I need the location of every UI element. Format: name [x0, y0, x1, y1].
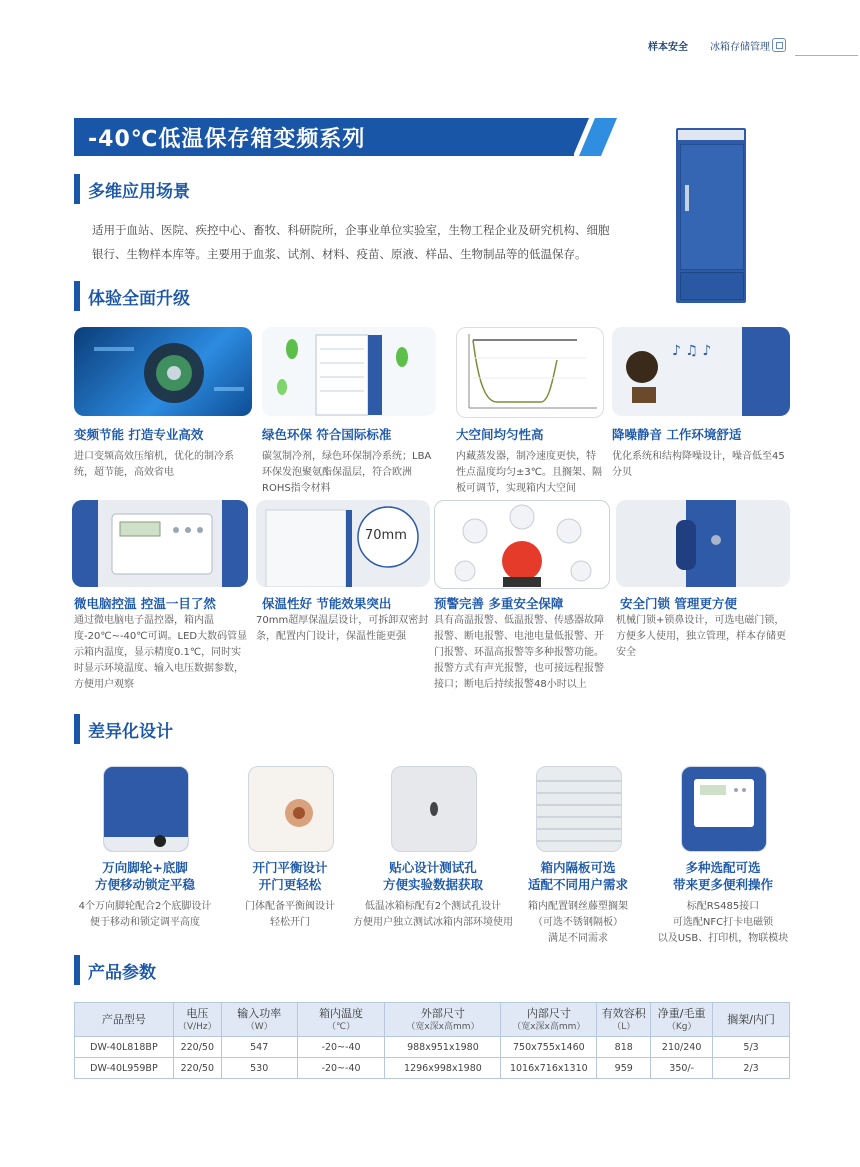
design-hinge-image [248, 766, 334, 852]
col-header: 电压 （V/Hz） [173, 1003, 221, 1037]
freezer-product-image [676, 128, 746, 303]
feature-green-image [262, 327, 436, 416]
design-title-line2: 开门更轻松 [258, 877, 322, 892]
section-title: 体验全面升级 [88, 289, 190, 309]
freezer-handle [685, 185, 689, 211]
table-row [75, 1037, 790, 1058]
feature-lock-image [616, 500, 790, 587]
alarm-illustration [435, 501, 609, 588]
feature-control-panel-image [72, 500, 248, 587]
col-header: 有效容积 （L） [597, 1003, 651, 1037]
design-desc-line2: 轻松开门 [270, 917, 310, 928]
col-header: 净重/毛重 （Kg） [651, 1003, 713, 1037]
door-lock-illustration [616, 500, 790, 587]
feature-title: 绿色环保 符合国际标准 [262, 427, 392, 442]
design-desc-line2: 便于移动和锁定调平高度 [90, 917, 200, 928]
temperature-curve-illustration [457, 328, 603, 417]
section-bar [74, 955, 80, 985]
page-header [648, 36, 858, 56]
design-desc-line3: 以及USB、打印机，物联模块 [657, 933, 789, 944]
options-panel-illustration [682, 767, 766, 851]
design-options-image [681, 766, 767, 852]
table-cell: -20~-40 [297, 1058, 385, 1079]
freezer-base [680, 272, 744, 300]
table-cell: 5/3 [713, 1037, 790, 1058]
title-banner [74, 118, 574, 156]
feature-title: 大空间均匀性高 [456, 427, 544, 442]
section-bar [74, 174, 80, 204]
table-cell: 1296x998x1980 [385, 1058, 501, 1079]
svg-text:♪ ♫ ♪: ♪ ♫ ♪ [672, 343, 712, 359]
table-cell: 2/3 [713, 1058, 790, 1079]
storage-icon [772, 38, 786, 52]
caster-illustration [104, 767, 188, 851]
table-row [75, 1058, 790, 1079]
feature-desc: 碳氢制冷剂，绿色环保制冷系统；LBA环保发泡聚氨酯保温层，符合欧洲ROHS指令材料 [262, 451, 432, 494]
insulation-thickness-label: 70mm [365, 528, 407, 543]
feature-quiet-image [612, 327, 790, 416]
insulation-illustration [256, 500, 430, 587]
test-hole-illustration [392, 767, 476, 851]
design-desc-line1: 4个万向脚轮配合2个底脚设计 [78, 901, 212, 912]
design-desc-line2: 方便用户独立测试冰箱内部环境使用 [353, 917, 513, 928]
spec-table-header-row [75, 1003, 790, 1037]
section-design-heading [74, 714, 374, 744]
freezer-door [680, 144, 744, 270]
feature-desc: 通过微电脑电子温控器，箱内温度-20℃~-40℃可调。LED大数码管显示箱内温度，显示精度0.1℃，同时实时显示环境温度、输入电压数据参数，方便用户观察 [74, 615, 248, 690]
design-title-line1: 箱内隔板可选 [540, 860, 616, 875]
feature-title: 预警完善 多重安全保障 [434, 596, 564, 611]
feature-desc: 进口变频高效压缩机，优化的制冷系统，超节能，高效省电 [74, 451, 234, 478]
section-title: 差异化设计 [88, 722, 173, 742]
design-title-line1: 开门平衡设计 [252, 860, 328, 875]
design-desc-line3: 满足不同需求 [548, 933, 608, 944]
design-item [638, 859, 808, 947]
open-freezer-illustration [262, 327, 436, 416]
feature-desc: 优化系统和结构降噪设计，噪音低至45分贝 [612, 451, 785, 478]
header-divider [795, 55, 858, 56]
spec-table [74, 1002, 790, 1079]
feature-alarm-image [434, 500, 610, 589]
col-header: 产品型号 [75, 1003, 174, 1037]
feature-compressor-image [74, 327, 252, 416]
table-cell: 1016x716x1310 [501, 1058, 597, 1079]
table-cell: DW-40L959BP [75, 1058, 174, 1079]
table-cell: -20~-40 [297, 1037, 385, 1058]
col-header: 搁架/内门 [713, 1003, 790, 1037]
table-cell: DW-40L818BP [75, 1037, 174, 1058]
col-header: 外部尺寸 （宽x深x高mm） [385, 1003, 501, 1037]
design-shelf-image [536, 766, 622, 852]
table-cell: 220/50 [173, 1037, 221, 1058]
control-panel-illustration [72, 500, 248, 587]
table-cell: 220/50 [173, 1058, 221, 1079]
header-brand-a: 样本安全 [648, 42, 688, 53]
table-cell: 547 [221, 1037, 297, 1058]
design-title-line1: 多种选配可选 [685, 860, 761, 875]
section-upgrade-heading [74, 281, 374, 311]
section-bar [74, 714, 80, 744]
freezer-top-panel [678, 130, 744, 140]
feature-desc: 70mm超厚保温层设计，可拆卸双密封条，配置内门设计，保温性能更强 [256, 615, 429, 642]
shelf-illustration [537, 767, 621, 851]
section-title: 产品参数 [88, 963, 156, 983]
design-title-line2: 方便实验数据获取 [382, 877, 483, 892]
design-desc-line1: 箱内配置钢丝藤塑搁架 [528, 901, 628, 912]
feature-title: 降噪静音 工作环境舒适 [612, 427, 742, 442]
feature-title: 安全门锁 管理更方便 [620, 596, 737, 611]
design-title-line2: 带来更多便利操作 [672, 877, 773, 892]
table-cell: 818 [597, 1037, 651, 1058]
section-bar [74, 281, 80, 311]
banner-stripe-decoration [567, 118, 617, 156]
design-title-line2: 方便移动锁定平稳 [94, 877, 195, 892]
design-desc-line1: 标配RS485接口 [686, 901, 760, 912]
compressor-illustration [74, 327, 252, 416]
scene-description: 适用于血站、医院、疾控中心、畜牧、科研院所，企事业单位实验室，生物工程企业及研究机构、细胞银行、生物样本库等。主要用于血浆、试剂、材料、疫苗、原液、样品、生物制品等的低温保存。 [92, 223, 610, 261]
design-desc-line2: 可选配NFC打卡电磁锁 [672, 917, 774, 928]
feature-desc: 具有高温报警、低温报警、传感器故障报警、断电报警、电池电量低报警、开门报警、环温高报警等多种报警功能。报警方式有声光报警，也可接远程报警接口；断电后持续报警48小时以上 [434, 615, 604, 690]
design-caster-image [103, 766, 189, 852]
design-desc-line1: 低温冰箱标配有2个测试孔设计 [364, 901, 502, 912]
section-scene-heading [74, 174, 634, 204]
col-header: 箱内温度 （℃） [297, 1003, 385, 1037]
design-test-hole-image [391, 766, 477, 852]
hinge-illustration [249, 767, 333, 851]
table-cell: 210/240 [651, 1037, 713, 1058]
table-cell: 988x951x1980 [385, 1037, 501, 1058]
design-desc-line2: （可选不锈钢隔板） [533, 917, 623, 928]
gramophone-illustration [612, 327, 790, 416]
section-title: 多维应用场景 [88, 182, 190, 202]
col-header: 内部尺寸 （宽x深x高mm） [501, 1003, 597, 1037]
feature-title: 变频节能 打造专业高效 [74, 427, 204, 442]
design-desc-line1: 门体配备平衡阀设计 [245, 901, 335, 912]
design-title-line2: 适配不同用户需求 [527, 877, 628, 892]
table-cell: 750x755x1460 [501, 1037, 597, 1058]
design-title-line1: 万向脚轮+底脚 [102, 860, 188, 875]
page-title: -40℃低温保存箱变频系列 [88, 127, 366, 152]
col-header: 输入功率 （W） [221, 1003, 297, 1037]
table-cell: 350/- [651, 1058, 713, 1079]
section-params-heading [74, 955, 374, 985]
design-title-line1: 贴心设计测试孔 [389, 860, 477, 875]
feature-desc: 机械门锁+锁鼻设计，可选电磁门锁，方便多人使用，独立管理，样本存储更安全 [616, 615, 786, 658]
feature-desc: 内藏蒸发器，制冷速度更快，特性点温度均匀±3℃。且搁架、隔板可调节，实现箱内大空间 [456, 451, 602, 494]
feature-temperature-chart-image [456, 327, 604, 418]
feature-insulation-image [256, 500, 430, 587]
feature-title: 微电脑控温 控温一目了然 [74, 596, 216, 611]
table-cell: 959 [597, 1058, 651, 1079]
feature-title: 保温性好 节能效果突出 [262, 596, 392, 611]
table-cell: 530 [221, 1058, 297, 1079]
header-brand-b: 冰箱存储管理 [710, 42, 770, 53]
